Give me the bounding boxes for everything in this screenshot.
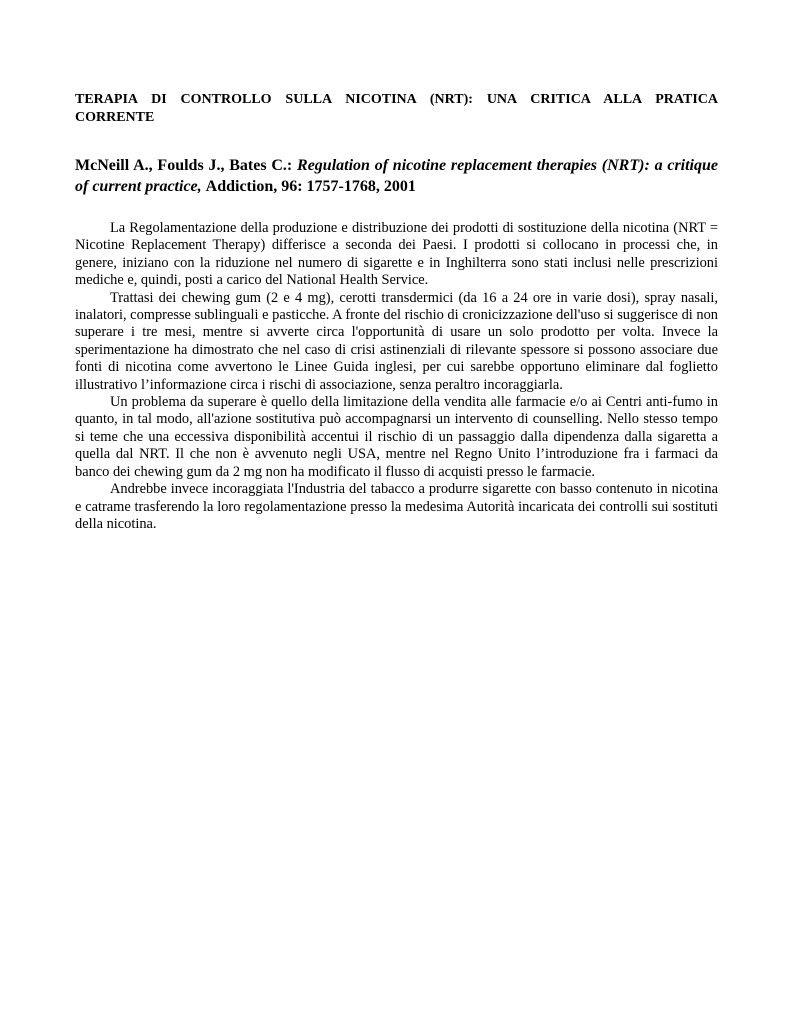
citation-journal: Addiction, 96: 1757-1768, 2001 xyxy=(205,178,416,195)
paragraph-1: La Regolamentazione della produzione e distribuzione dei prodotti di sostituzione della nicotina (NRT = Nicotine Replacement Therapy) differisce a seconda dei Paesi. I prodotti si collocano in processi che, in genere, iniziano con la riduzione nel numero di sigarette e in Inghilterra sono stati inclusi nelle prescrizioni mediche e, quindi, posti a carico del National Health Service. xyxy=(75,220,718,289)
paragraph-3: Un problema da superare è quello della limitazione della vendita alle farmacie e/o ai Centri anti-fumo in quanto, in tal modo, all'azione sostitutiva può accompagnarsi un intervento di counselling. Nello stesso tempo si teme che una eccessiva disponibilità accentui il rischio di un passaggio dalla dipendenza dalla sigaretta a quella dal NRT. Il che non è avvenuto negli USA, mentre nel Regno Unito l’introduzione fra i farmaci da banco dei chewing gum da 2 mg non ha modificato il flusso di acquisti presso le farmacie. xyxy=(75,394,718,480)
citation xyxy=(75,155,718,197)
document-title: TERAPIA DI CONTROLLO SULLA NICOTINA (NRT): UNA CRITICA ALLA PRATICA CORRENTE xyxy=(75,92,718,125)
paragraph-4: Andrebbe invece incoraggiata l'Industria del tabacco a produrre sigarette con basso contenuto in nicotina e catrame trasferendo la loro regolamentazione presso la medesima Autorità incaricata dei controlli sui sostituti della nicotina. xyxy=(75,481,718,532)
citation-article-title: Regulation of nicotine replacement therapies (NRT): a critique of current practice, xyxy=(75,157,719,195)
paragraph-2: Trattasi dei chewing gum (2 e 4 mg), cerotti transdermici (da 16 a 24 ore in varie dosi), spray nasali, inalatori, compresse sublinguali e pasticche. A fronte del rischio di cronicizzazione dell'uso si suggerisce di non superare i tre mesi, mentre si avverte circa l'opportunità di usare un solo prodotto per volta. Invece la sperimentazione ha dimostrato che nel caso di crisi astinenziali di rilevante spessore si possono associare due fonti di nicotina come avvertono le Linee Guida inglesi, per cui sarebbe opportuno eliminare dal foglietto illustrativo l’informazione circa i rischi di associazione, senza peraltro incoraggiarla. xyxy=(75,289,718,393)
citation-authors: McNeill A., Foulds J., Bates C.: xyxy=(75,157,293,174)
body-text xyxy=(75,220,718,533)
